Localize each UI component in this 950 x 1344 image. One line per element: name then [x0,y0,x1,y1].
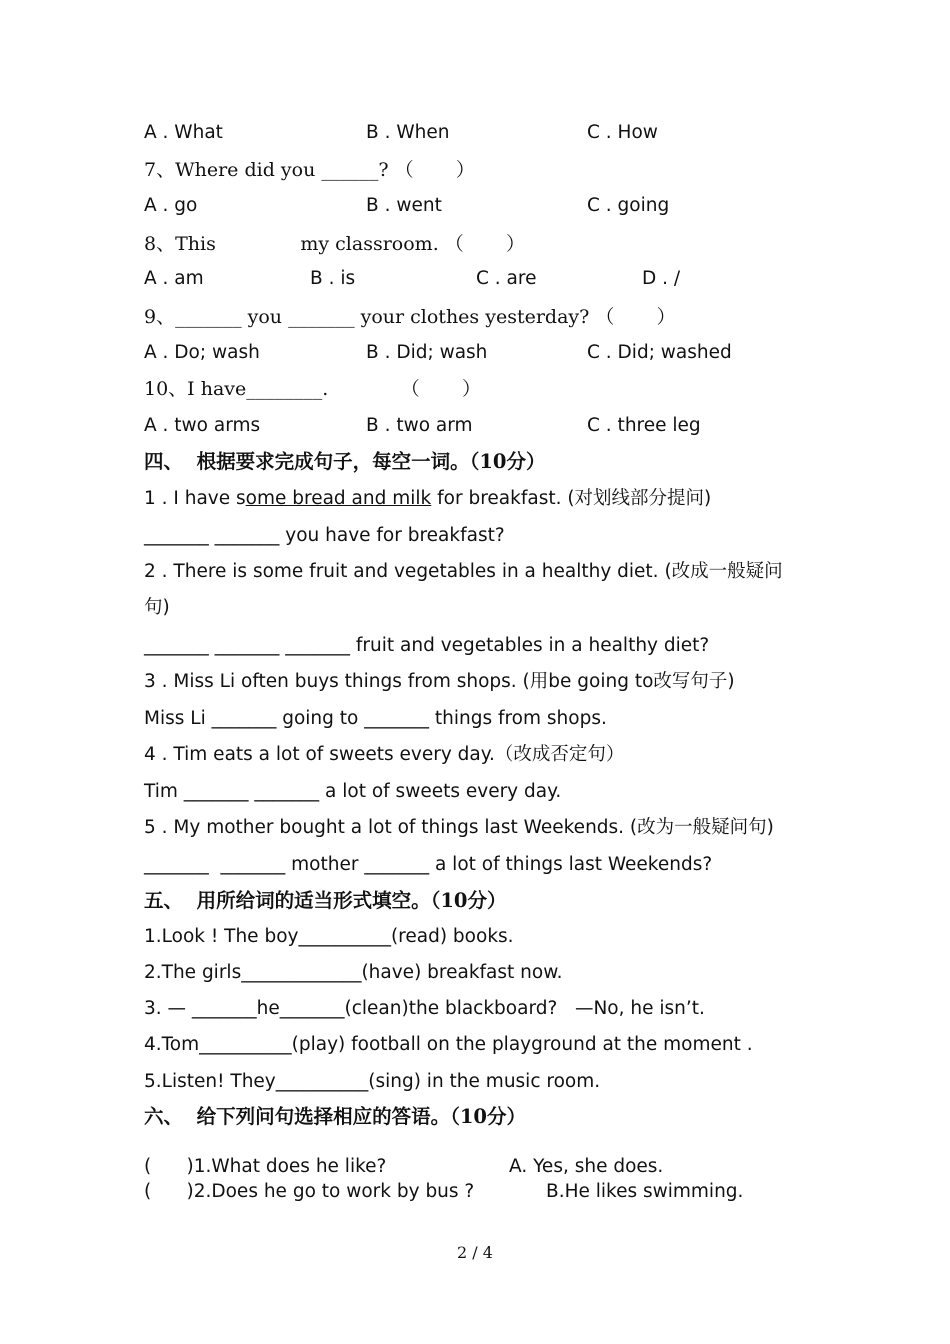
s5-line-4: 4.Tom__________(play) football on the playground at the moment . [144,1034,753,1055]
q10-option-c: C . three leg [587,415,701,436]
s6-answer-b: B.He likes swimming. [546,1181,744,1202]
s4-q5: 5 . My mother bought a lot of things last Weekends. (改为一般疑问句) [144,817,774,838]
q6-option-c: C . How [587,122,658,143]
q10-option-b: B . two arm [366,415,473,436]
q10-stem: 10、I have________. （ ） [144,378,482,400]
q9-option-a: A . Do; wash [144,342,260,363]
q7-option-a: A . go [144,195,198,216]
q9-stem: 9、_______ you _______ your clothes yesterday? （ ） [144,306,676,328]
q8-option-d: D . / [642,268,681,289]
q8-option-b: B . is [310,268,356,289]
s4-q2-cont: 句) [144,597,170,618]
s5-line-3: 3. — _______he_______(clean)the blackboard? —No, he isn’t. [144,998,705,1019]
q8-option-c: C . are [476,268,537,289]
s4-q1 [144,487,711,511]
q8-stem: 8、This my classroom. （ ） [144,233,526,255]
s5-line-1: 1.Look ! The boy__________(read) books. [144,926,514,947]
q6-option-b: B . When [366,122,450,143]
q9-option-b: B . Did; wash [366,342,488,363]
s4-q4: 4 . Tim eats a lot of sweets every day.（改成否定句） [144,744,625,765]
s4-q2-answer: _______ _______ _______ fruit and vegetables in a healthy diet? [144,635,710,656]
s4-q3-answer: Miss Li _______ going to _______ things from shops. [144,708,607,729]
q7-option-c: C . going [587,195,670,216]
s4-q1-underlined: ome bread and milk [245,488,432,509]
s5-line-5: 5.Listen! They__________(sing) in the music room. [144,1071,601,1092]
q8-option-a: A . am [144,268,204,289]
q7-stem: 7、Where did you ______? （ ） [144,159,475,181]
s6-answer-a: A. Yes, she does. [509,1156,664,1177]
section5-title: 五、 用所给词的适当形式填空。（10分） [144,889,507,912]
s4-q5-answer: _______ _______ mother _______ a lot of things last Weekends? [144,854,713,875]
page-number: 2 / 4 [457,1243,493,1262]
q9-option-c: C . Did; washed [587,342,732,363]
s6-question-2: ( )2.Does he go to work by bus ? [144,1181,475,1202]
s4-q2: 2 . There is some fruit and vegetables in a healthy diet. (改成一般疑问 [144,561,783,582]
s4-q1-post: for breakfast. (对划线部分提问) [431,488,712,509]
section6-title: 六、 给下列问句选择相应的答语。（10分） [144,1105,526,1128]
s4-q1-pre: 1 . I have s [144,488,246,509]
s4-q3: 3 . Miss Li often buys things from shops. (用be going to改写句子) [144,671,735,692]
q10-option-a: A . two arms [144,415,261,436]
s4-q1-answer: _______ _______ you have for breakfast? [144,525,505,546]
section4-title: 四、 根据要求完成句子，每空一词。（10分） [144,450,546,473]
q6-option-a: A . What [144,122,223,143]
q7-option-b: B . went [366,195,442,216]
s4-q4-answer: Tim _______ _______ a lot of sweets every day. [144,781,562,802]
s5-line-2: 2.The girls_____________(have) breakfast now. [144,962,563,983]
s6-question-1: ( )1.What does he like? [144,1156,387,1177]
